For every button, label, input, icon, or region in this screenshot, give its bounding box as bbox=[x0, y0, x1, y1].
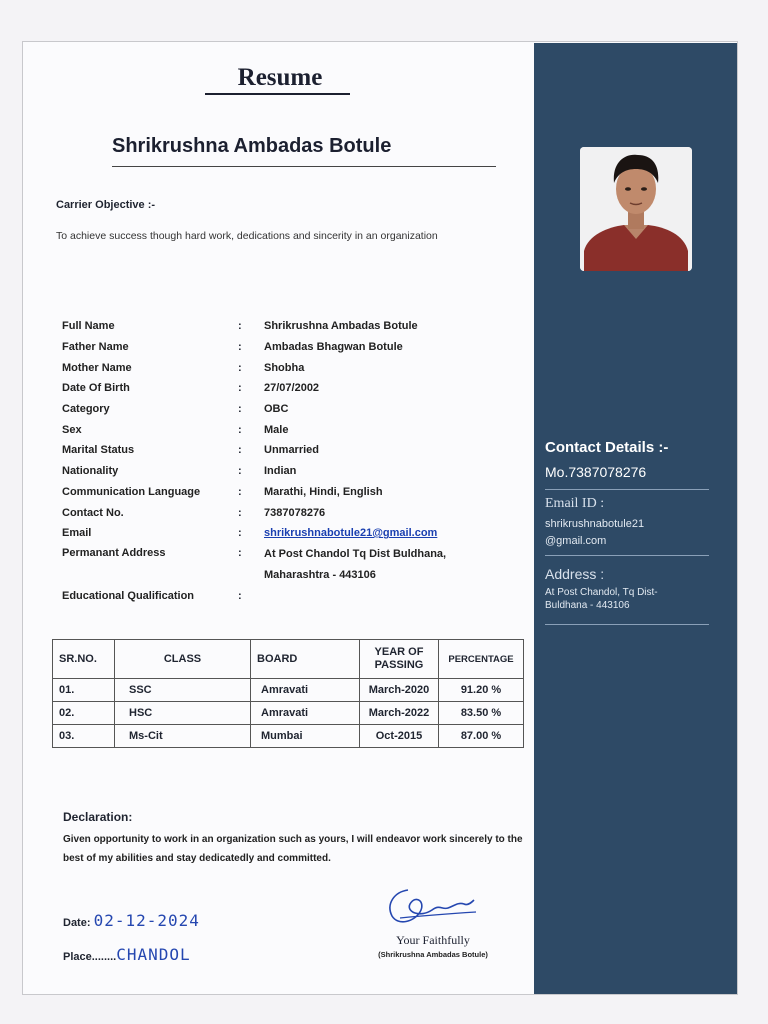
declaration-heading: Declaration: bbox=[63, 810, 133, 824]
detail-row-permanent-address bbox=[62, 544, 522, 586]
detail-value: Ambadas Bhagwan Botule bbox=[264, 341, 403, 354]
address-line-1: At Post Chandol Tq Dist Buldhana, bbox=[264, 547, 447, 560]
place-line bbox=[63, 945, 191, 964]
detail-row-nationality bbox=[62, 461, 522, 482]
detail-label: Email bbox=[62, 527, 92, 540]
sidebar-address-line-2: Buldhana - 443106 bbox=[545, 600, 630, 611]
place-label: Place........ bbox=[63, 951, 117, 963]
table-row bbox=[53, 702, 524, 725]
detail-row-communication-language bbox=[62, 482, 522, 503]
detail-value: Male bbox=[264, 423, 289, 436]
sidebar-divider bbox=[545, 489, 709, 490]
detail-label: Father Name bbox=[62, 341, 129, 354]
address-line-2: Maharashtra - 443106 bbox=[264, 568, 376, 581]
table-header: YEAR OF PASSING bbox=[360, 640, 439, 679]
detail-value: OBC bbox=[264, 403, 289, 416]
table-cell: SSC bbox=[115, 679, 251, 702]
detail-value: Marathi, Hindi, English bbox=[264, 485, 383, 498]
detail-colon: : bbox=[238, 589, 242, 602]
detail-colon: : bbox=[238, 465, 242, 478]
personal-details bbox=[62, 316, 522, 606]
detail-colon: : bbox=[238, 403, 242, 416]
table-cell: 02. bbox=[53, 702, 115, 725]
sidebar-divider bbox=[545, 624, 709, 625]
table-cell: 87.00 % bbox=[439, 725, 524, 748]
candidate-name: Shrikrushna Ambadas Botule bbox=[112, 135, 392, 157]
detail-value bbox=[264, 544, 522, 586]
place-handwritten: CHANDOL bbox=[116, 945, 191, 964]
detail-row-sex bbox=[62, 419, 522, 440]
name-underline bbox=[112, 166, 496, 167]
title-underline bbox=[205, 93, 350, 95]
table-cell: Ms-Cit bbox=[115, 725, 251, 748]
table-row bbox=[53, 679, 524, 702]
table-row bbox=[53, 725, 524, 748]
table-header: BOARD bbox=[251, 640, 360, 679]
profile-photo bbox=[580, 147, 692, 271]
detail-colon: : bbox=[238, 444, 242, 457]
detail-label: Full Name bbox=[62, 320, 115, 333]
contact-mobile: Mo.7387078276 bbox=[545, 464, 647, 480]
detail-value: Shobha bbox=[264, 361, 305, 374]
detail-value: 27/07/2002 bbox=[264, 382, 320, 395]
objective-text: To achieve success though hard work, dedications and sincerity in an organization bbox=[56, 230, 438, 242]
detail-label: Marital Status bbox=[62, 444, 135, 457]
email-link[interactable]: shrikrushnabotule21@gmail.com bbox=[264, 527, 438, 540]
date-line bbox=[63, 911, 200, 930]
detail-label: Contact No. bbox=[62, 506, 124, 519]
table-header: SR.NO. bbox=[53, 640, 115, 679]
table-cell: HSC bbox=[115, 702, 251, 725]
detail-value: Indian bbox=[264, 465, 297, 478]
detail-label: Sex bbox=[62, 423, 82, 436]
table-header: PERCENTAGE bbox=[439, 640, 524, 679]
detail-label: Communication Language bbox=[62, 485, 201, 498]
detail-colon: : bbox=[238, 423, 242, 436]
declaration-text: Given opportunity to work in an organization such as yours, I will endeavor work sincerely to the best of my abilities and stay dedicatedly and committed. bbox=[63, 834, 523, 864]
detail-row-date-of-birth bbox=[62, 378, 522, 399]
detail-label: Permanant Address bbox=[62, 546, 166, 559]
signature-image bbox=[380, 880, 480, 930]
detail-colon: : bbox=[238, 361, 242, 374]
table-cell: 01. bbox=[53, 679, 115, 702]
detail-row-father-name bbox=[62, 337, 522, 358]
sidebar-divider bbox=[545, 555, 709, 556]
detail-row-contact-no bbox=[62, 502, 522, 523]
detail-value: 7387078276 bbox=[264, 506, 326, 519]
detail-row-mother-name bbox=[62, 357, 522, 378]
detail-label: Nationality bbox=[62, 465, 119, 478]
detail-row-marital-status bbox=[62, 440, 522, 461]
table-header: CLASS bbox=[115, 640, 251, 679]
detail-label: Category bbox=[62, 403, 110, 416]
detail-colon: : bbox=[238, 485, 242, 498]
table-cell: 91.20 % bbox=[439, 679, 524, 702]
date-handwritten: 02-12-2024 bbox=[93, 911, 200, 930]
closing-text: Your Faithfully bbox=[396, 933, 470, 947]
detail-colon: : bbox=[238, 546, 242, 559]
table-cell: Mumbai bbox=[251, 725, 360, 748]
detail-colon: : bbox=[238, 527, 242, 540]
contact-heading: Contact Details :- bbox=[545, 439, 669, 456]
date-label: Date: bbox=[63, 917, 91, 929]
table-header-row bbox=[53, 640, 524, 679]
detail-label: Mother Name bbox=[62, 361, 132, 374]
detail-colon: : bbox=[238, 506, 242, 519]
table-cell: 03. bbox=[53, 725, 115, 748]
closing-name: (Shrikrushna Ambadas Botule) bbox=[378, 950, 488, 959]
address-label: Address : bbox=[545, 566, 605, 582]
table-cell: Amravati bbox=[251, 679, 360, 702]
detail-value: Unmarried bbox=[264, 444, 320, 457]
detail-label: Date Of Birth bbox=[62, 382, 130, 395]
table-cell: 83.50 % bbox=[439, 702, 524, 725]
table-cell: Oct-2015 bbox=[360, 725, 439, 748]
resume-title: Resume bbox=[237, 64, 323, 91]
education-table bbox=[52, 639, 524, 748]
detail-row-email bbox=[62, 523, 522, 544]
detail-colon: : bbox=[238, 382, 242, 395]
detail-value: Shrikrushna Ambadas Botule bbox=[264, 320, 418, 333]
detail-colon: : bbox=[238, 320, 242, 333]
detail-label: Educational Qualification bbox=[62, 589, 195, 602]
detail-row-category bbox=[62, 399, 522, 420]
person-photo-icon bbox=[580, 147, 692, 271]
sidebar-email-line-1: shrikrushnabotule21 bbox=[545, 518, 645, 530]
table-cell: Amravati bbox=[251, 702, 360, 725]
email-label: Email ID : bbox=[545, 496, 605, 511]
table-cell: March-2020 bbox=[360, 679, 439, 702]
table-cell: March-2022 bbox=[360, 702, 439, 725]
sidebar-email-line-2: @gmail.com bbox=[545, 535, 607, 547]
detail-row-educational-qualification bbox=[62, 586, 522, 607]
detail-colon: : bbox=[238, 341, 242, 354]
objective-heading: Carrier Objective :- bbox=[56, 199, 156, 211]
detail-row-full-name bbox=[62, 316, 522, 337]
sidebar-address-line-1: At Post Chandol, Tq Dist- bbox=[545, 587, 658, 598]
